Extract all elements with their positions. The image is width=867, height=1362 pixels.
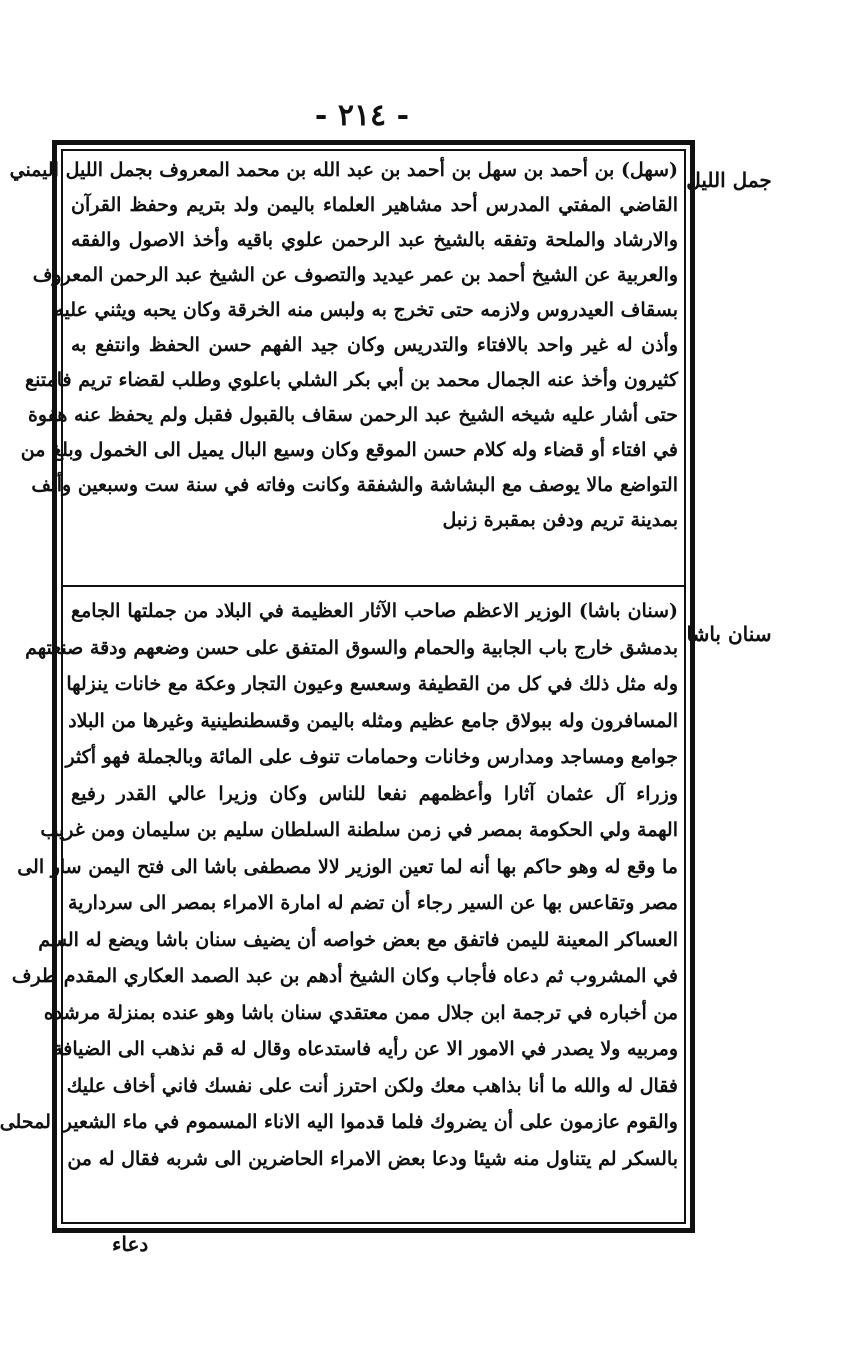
text-line: ما وقع له وهو حاكم بها أنه لما تعين الوزير لالا مصطفى باشا الى فتح اليمن سار الى xyxy=(17,855,678,878)
text-line: وأذن له غير واحد بالافتاء والتدريس وكان جيد الفهم حسن الحفظ وانتفع به xyxy=(71,334,678,356)
text-line: فقال له والله ما أنا بذاهب معك ولكن احترز أنت على نفسك فاني أخاف عليك xyxy=(66,1074,678,1097)
text-line: المسافرون وله ببولاق جامع عظيم ومثله باليمن وقسطنطينية وغيرها من البلاد xyxy=(68,709,678,732)
text-line: والعربية عن الشيخ أحمد بن عمر عيديد والتصوف عن الشيخ عبد الرحمن المعروف xyxy=(32,264,678,286)
text-line: والارشاد والملحة وتفقه بالشيخ عبد الرحمن علوي باقيه وأخذ الاصول والفقه xyxy=(71,229,678,251)
text-line: بالسكر لم يتناول منه شيئا ودعا بعض الامراء الحاضرين الى شربه فقال له من xyxy=(67,1147,678,1170)
text-line: (سهل) بن أحمد بن سهل بن أحمد بن عبد الله بن محمد المعروف بجمل الليل اليمني xyxy=(9,159,678,181)
text-line: بسقاف العيدروس ولازمه حتى تخرج به ولبس منه الخرقة وكان يحبه ويثني عليه xyxy=(54,299,678,321)
entry-sahl xyxy=(9,153,678,583)
text-line: العساكر المعينة لليمن فاتفق مع بعض خواصه أن يضيف سنان باشا ويضع له السم xyxy=(38,928,678,951)
text-line: وله مثل ذلك في كل من القطيفة وسعسع وعيون التجار وعكة مع خانات ينزلها xyxy=(66,673,678,695)
text-line: بمدينة تريم ودفن بمقبرة زنبل xyxy=(442,509,678,531)
text-line: في المشروب ثم دعاه فأجاب وكان الشيخ أدهم بن عبد الصمد العكاري المقدم طرف xyxy=(11,965,678,987)
text-line: الهمة ولي الحكومة بمصر في زمن سلطنة السلطان سليم بن سليمان ومن غريب xyxy=(40,819,678,841)
entry-sinan-pasha xyxy=(0,593,678,1221)
text-line: بدمشق خارج باب الجابية والحمام والسوق المتفق على حسن وضعهم ودقة صنعتهم xyxy=(25,636,678,659)
text-line: حتى أشار عليه شيخه الشيخ عبد الرحمن سقاف بالقبول فقبل ولم يحفظ عنه هفوة xyxy=(27,404,678,426)
text-line: كثيرون وأخذ عنه الجمال محمد بن أبي بكر الشلي باعلوي وطلب لقضاء تريم فامتنع xyxy=(25,369,678,391)
text-line: وزراء آل عثمان آثارا وأعظمهم نفعا للناس وكان وزيرا عالي القدر رفيع xyxy=(71,782,678,805)
text-line: جوامع ومساجد ومدارس وخانات وحمامات تنوف على المائة وبالجملة فهو أكثر xyxy=(65,746,678,768)
entry-separator xyxy=(63,585,684,587)
margin-note-jamal-al-layl: جمل الليل xyxy=(686,168,772,192)
text-line: من أخباره في ترجمة ابن جلال ممن معتقدي سنان باشا وهو عنده بمنزلة مرشده xyxy=(43,1001,678,1024)
margin-note-sinan-pasha: سنان باشا xyxy=(686,622,772,646)
page-number: - ٢١٤ - xyxy=(314,98,410,133)
text-line: التواضع مالا يوصف مع البشاشة والشفقة وكانت وفاته في سنة ست وسبعين وألف xyxy=(31,474,678,496)
catchword: دعاء xyxy=(112,1232,149,1256)
text-line: (سنان باشا) الوزير الاعظم صاحب الآثار العظيمة في البلاد من جملتها الجامع xyxy=(71,600,678,622)
text-line: مصر وتقاعس بها عن السير رجاء أن تضم له امارة الامراء بمصر الى سردارية xyxy=(68,892,678,914)
text-line: والقوم عازمون على أن يضروك فلما قدموا اليه الاناء المسموم في ماء الشعير المحلى xyxy=(0,1111,678,1133)
text-frame xyxy=(0,140,695,1233)
text-line: القاضي المفتي المدرس أحد مشاهير العلماء باليمن ولد بتريم وحفظ القرآن xyxy=(71,194,678,216)
text-line: ومربيه ولا يصدر في الامور الا عن رأيه فاستدعاه وقال له قم نذهب الى الضيافة xyxy=(53,1038,678,1060)
text-line: في افتاء أو قضاء وله كلام حسن الموقع وكان وسيع البال يميل الى الخمول وبلغ من xyxy=(20,439,678,461)
